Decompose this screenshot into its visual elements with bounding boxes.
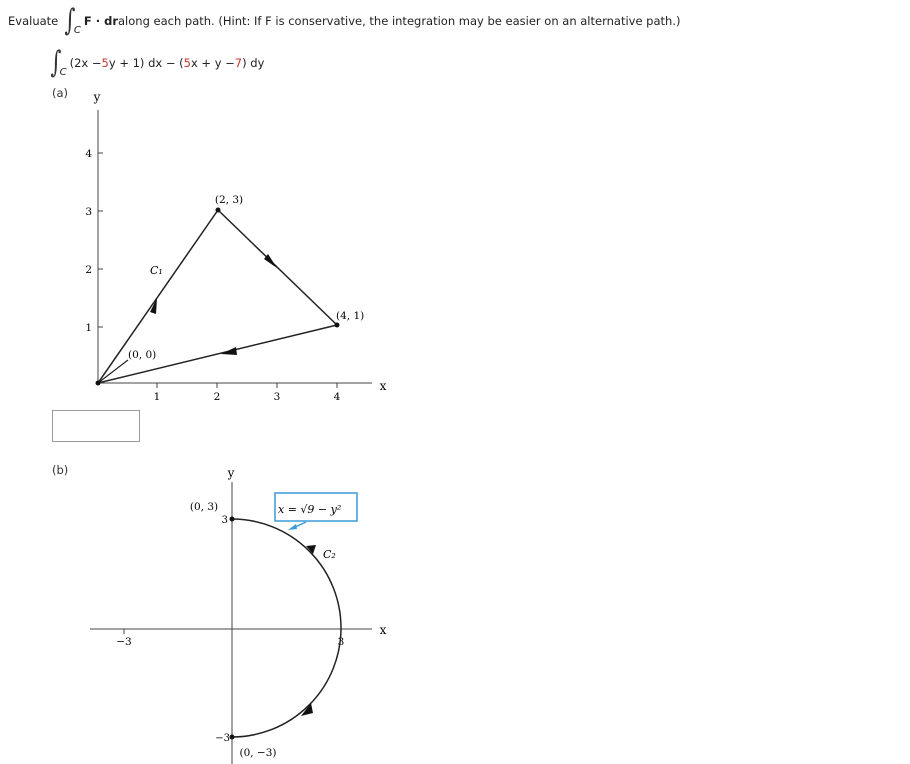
path-c1-label: C₁ xyxy=(150,264,163,277)
point-0-3 xyxy=(230,517,235,522)
point-4-1-label: (4, 1) xyxy=(336,310,365,322)
point-0-neg3-label: (0, −3) xyxy=(239,747,277,759)
integrand-part-4: ) dy xyxy=(242,56,265,70)
question-suffix: along each path. (Hint: If F is conservative, the integration may be easier on an alternative path.) xyxy=(118,14,681,28)
graph-b-y-label: y xyxy=(227,466,235,480)
graph-b-ytick-top: 3 xyxy=(221,515,228,526)
integrand-coef-2: 5 xyxy=(183,56,191,70)
path-c1-arrow-3-icon xyxy=(221,347,237,355)
graph-a-xtick-1: 1 xyxy=(153,391,161,403)
point-origin xyxy=(96,381,101,386)
integral-sign-icon-2: ∫ xyxy=(50,45,62,80)
integrand-subscript: C xyxy=(59,66,67,78)
graph-b-ytick-bottom: −3 xyxy=(215,733,230,744)
point-2-3-label: (2, 3) xyxy=(214,194,244,206)
path-c2-arrow-2-icon xyxy=(301,703,313,716)
integral-sign-icon: ∫ xyxy=(64,3,76,38)
graph-a-xtick-4: 4 xyxy=(333,391,341,403)
graph-a-ytick-1: 1 xyxy=(85,322,92,334)
field-expression: F · dr xyxy=(83,14,118,28)
graph-a-x-label: x xyxy=(379,379,387,393)
point-0-neg3 xyxy=(230,735,235,740)
path-c2-label: C₂ xyxy=(323,548,336,561)
part-b-label: (b) xyxy=(52,463,69,477)
graph-a-ytick-3: 3 xyxy=(85,206,92,218)
point-0-3-label: (0, 3) xyxy=(189,501,219,513)
equation-callout-text: x = √9 − y² xyxy=(278,503,342,516)
graph-a-y-label: y xyxy=(93,90,101,104)
question-prefix: Evaluate xyxy=(8,14,59,28)
integral-subscript: C xyxy=(73,24,81,36)
integrand-part-1: (2x − xyxy=(69,56,102,70)
graph-a-ytick-4: 4 xyxy=(85,148,92,160)
part-a-label: (a) xyxy=(52,86,69,100)
equation-callout-arrow-icon xyxy=(288,524,297,530)
graph-b-xtick-pos: 3 xyxy=(337,636,345,648)
part-a-answer-input[interactable] xyxy=(52,410,140,442)
integrand-part-3: x + y − xyxy=(190,56,235,70)
graph-b-x-label: x xyxy=(379,623,387,637)
graph-a-xtick-2: 2 xyxy=(213,391,221,403)
graph-a-ytick-2: 2 xyxy=(85,264,92,276)
point-origin-label: (0, 0) xyxy=(128,349,157,361)
point-4-1 xyxy=(335,323,340,328)
point-2-3 xyxy=(216,208,221,213)
graph-b-xtick-neg: −3 xyxy=(116,636,132,648)
path-c1-segment-2 xyxy=(218,210,337,325)
graph-a-xtick-3: 3 xyxy=(273,391,281,403)
integrand-part-2: y + 1) dx − ( xyxy=(108,56,184,70)
integrand-coef-3: 7 xyxy=(234,56,243,70)
integrand-coef-1: 5 xyxy=(101,56,109,70)
path-c1-segment-1 xyxy=(98,210,218,383)
